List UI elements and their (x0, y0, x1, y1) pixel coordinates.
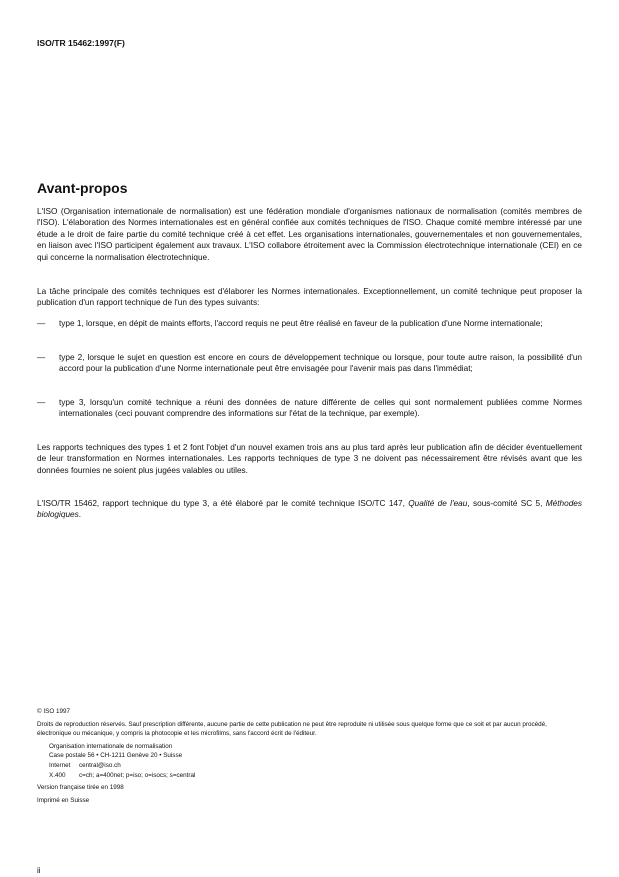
internet-label: Internet (49, 761, 71, 769)
paragraph-main-task: La tâche principale des comités techniques est d'élaborer les Normes internationales. Exceptionnellement, un comité technique peut proposer la publication d'un rapport technique de l'un des types suivants: (37, 287, 582, 308)
bullet-dash: — (37, 319, 46, 328)
printed-line: Imprimé en Suisse (37, 796, 90, 804)
list-item (37, 352, 582, 375)
version-line: Version française tirée en 1998 (37, 784, 124, 792)
italic-text: Qualité de l'eau (408, 499, 468, 508)
x400-value: c=ch; a=400net; p=iso; o=isocs; s=central (79, 771, 196, 779)
section-title: Avant-propos (37, 180, 128, 196)
bullet-dash: — (37, 353, 46, 362)
text: . (78, 510, 82, 520)
text: L'ISO/TR 15462, rapport technique du type 3, a été élaboré par le comité technique ISO/TC 147, (37, 499, 409, 508)
paragraph-committee (37, 498, 582, 521)
x400-label: X.400 (49, 771, 66, 779)
page-number: ii (37, 866, 41, 875)
list-item (37, 397, 582, 420)
internet-row (49, 761, 582, 771)
bullet-dash: — (37, 398, 46, 407)
bullet-text: type 3, lorsqu'un comité technique a réuni des données de nature différente de celles qui sont normalement publiées comme Normes internationales (ceci pouvant comprendre des informations sur l'état de la technique, par exemple). (59, 398, 582, 419)
rights-notice: Droits de reproduction réservés. Sauf prescription différente, aucune partie de cette publication ne peut être reproduite ni utilisée sous quelque forme que ce soit et par aucun procédé, électronique ou mécanique, y compris la photocopie et les microfilms, sans l'accord écrit de l'éditeur. (37, 720, 547, 738)
organisation-name: Organisation internationale de normalisation (49, 742, 173, 750)
copyright-line: © ISO 1997 (37, 708, 70, 715)
address-block (37, 742, 582, 780)
italic-text: Méthodes biologiques (37, 499, 582, 520)
x400-row (49, 771, 582, 781)
list-item (37, 318, 582, 329)
text: , sous-comité SC 5, (467, 499, 546, 508)
copyright-footer (37, 707, 582, 805)
bullet-text: type 1, lorsque, en dépit de maints efforts, l'accord requis ne peut être réalisé en faveur de la publication d'une Norme internationale; (59, 319, 543, 328)
bullet-text: type 2, lorsque le sujet en question est encore en cours de développement technique ou lorsque, pour toute autre raison, la possibilité d'un accord pour la publication d'une Norme internationale peut être envisagée pour l'avenir mais pas dans l'immédiat; (59, 353, 582, 374)
paragraph-iso-intro: L'ISO (Organisation internationale de normalisation) est une fédération mondiale d'organismes nationaux de normalisation (comités membres de l'ISO). L'élaboration des Normes internationales est en général confiée aux comités techniques de l'ISO. Chaque comité membre intéressé par une étude a le droit de faire partie du comité technique créé à cet effet. Les organisations internationales, gouvernementales et non gouvernementales, en liaison avec l'ISO participent également aux travaux. L'ISO collabore étroitement avec la Commission électrotechnique internationale (CEI) en ce qui concerne la normalisation électrotechnique. (37, 207, 582, 262)
internet-value: central@iso.ch (79, 761, 121, 769)
paragraph-review: Les rapports techniques des types 1 et 2 font l'objet d'un nouvel examen trois ans au plus tard après leur publication afin de décider éventuellement de leur transformation en Normes internationales. Les rapports techniques de type 3 ne doivent pas nécessairement être révisés avant que les données fournies ne soient plus jugées valables ou utiles. (37, 443, 582, 475)
document-id-header: ISO/TR 15462:1997(F) (37, 38, 125, 48)
postal-address: Case postale 56 • CH-1211 Genève 20 • Suisse (49, 752, 183, 760)
